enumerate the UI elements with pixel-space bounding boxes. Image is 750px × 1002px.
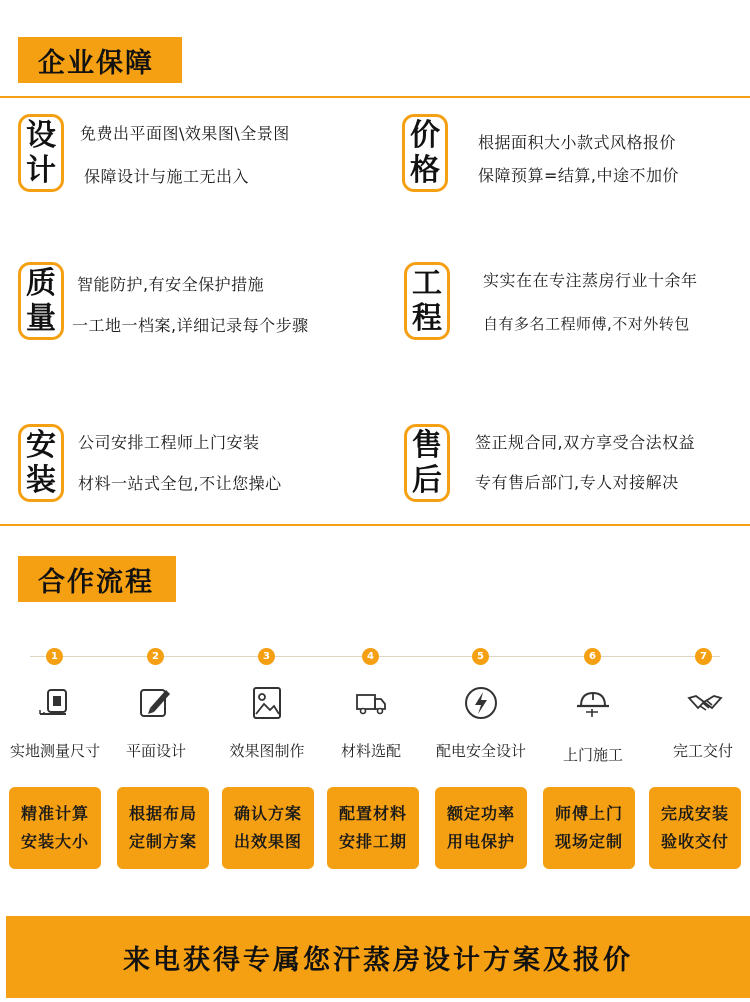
quality-line-1: 智能防护,有安全保护措施 — [77, 275, 265, 294]
badge-design: 设 计 — [18, 114, 64, 192]
divider-middle — [0, 524, 750, 526]
engineering-line-2: 自有多名工程师傅,不对外转包 — [483, 315, 690, 333]
badge-quality: 质 量 — [18, 262, 64, 340]
quality-line-2: 一工地一档案,详细记录每个步骤 — [72, 316, 309, 335]
step-label-5: 配电安全设计 — [435, 742, 526, 760]
design-line-2: 保障设计与施工无出入 — [84, 167, 250, 186]
section-title-guarantee: 企业保障 — [18, 37, 182, 83]
step-number-3: 3 — [258, 648, 275, 665]
step-box-6: 师傅上门 现场定制 — [543, 787, 635, 869]
after-sales-line-1: 签正规合同,双方享受合法权益 — [475, 433, 696, 452]
price-line-2: 保障预算=结算,中途不加价 — [478, 166, 679, 185]
divider-top — [0, 96, 750, 98]
step-number-2: 2 — [147, 648, 164, 665]
step-box-2: 根据布局 定制方案 — [117, 787, 209, 869]
step-label-1: 实地测量尺寸 — [9, 742, 100, 760]
badge-after-sales: 售 后 — [404, 424, 450, 502]
step-number-1: 1 — [46, 648, 63, 665]
step-number-5: 5 — [472, 648, 489, 665]
image-icon — [248, 684, 286, 722]
tape-measure-icon — [36, 684, 74, 722]
power-bolt-icon — [462, 684, 500, 722]
truck-icon — [352, 684, 390, 722]
step-box-7: 完成安装 验收交付 — [649, 787, 741, 869]
hard-hat-icon — [574, 684, 612, 722]
step-label-6: 上门施工 — [562, 746, 623, 764]
step-box-3: 确认方案 出效果图 — [222, 787, 314, 869]
step-label-4: 材料选配 — [340, 742, 401, 760]
badge-price: 价 格 — [402, 114, 448, 192]
step-number-4: 4 — [362, 648, 379, 665]
step-number-7: 7 — [695, 648, 712, 665]
step-label-7: 完工交付 — [672, 742, 733, 760]
installation-line-2: 材料一站式全包,不让您操心 — [78, 474, 282, 493]
pen-edit-icon — [136, 684, 174, 722]
installation-line-1: 公司安排工程师上门安装 — [78, 433, 260, 452]
section-title-process: 合作流程 — [18, 556, 176, 602]
step-label-2: 平面设计 — [125, 742, 186, 760]
after-sales-line-2: 专有售后部门,专人对接解决 — [475, 473, 679, 492]
handshake-icon — [686, 684, 724, 722]
badge-engineering: 工 程 — [404, 262, 450, 340]
cta-banner[interactable]: 来电获得专属您汗蒸房设计方案及报价 — [6, 916, 750, 998]
badge-installation: 安 装 — [18, 424, 64, 502]
design-line-1: 免费出平面图\效果图\全景图 — [80, 124, 290, 143]
engineering-line-1: 实实在在专注蒸房行业十余年 — [483, 271, 698, 290]
price-line-1: 根据面积大小款式风格报价 — [478, 133, 677, 152]
step-box-4: 配置材料 安排工期 — [327, 787, 419, 869]
step-box-5: 额定功率 用电保护 — [435, 787, 527, 869]
step-box-1: 精准计算 安装大小 — [9, 787, 101, 869]
step-number-6: 6 — [584, 648, 601, 665]
step-label-3: 效果图制作 — [229, 742, 305, 760]
